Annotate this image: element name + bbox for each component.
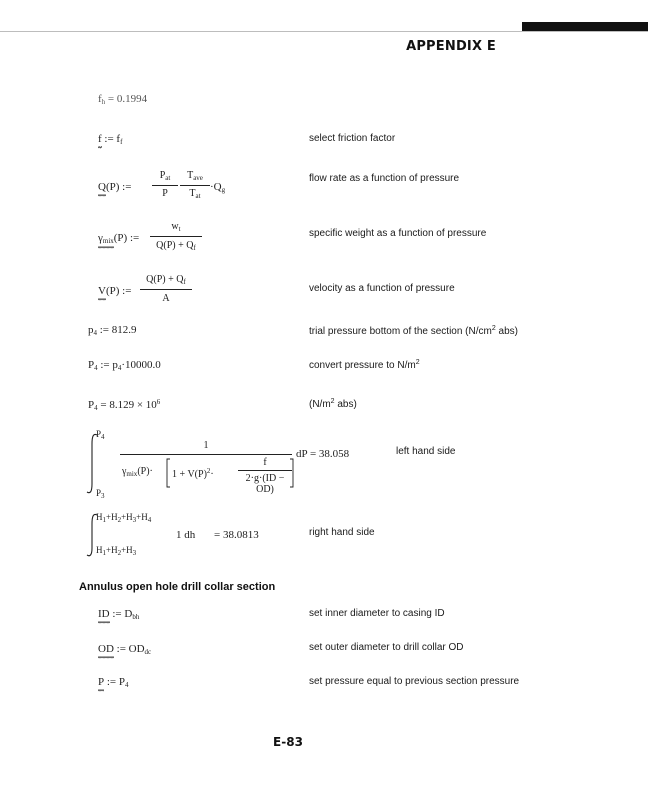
velocity-lhs: V(P) := — [98, 285, 132, 297]
lhs-upper-limit: $P_4$ — [96, 429, 105, 441]
p4-trial-formula: $p_4$ := 812.9 — [88, 324, 137, 337]
rhs-upper-limit: $H_1+H_2+H_3+H_4$ — [96, 512, 152, 524]
velocity-bar — [140, 289, 192, 290]
p-formula: P := $P_4$ — [98, 676, 129, 689]
specific-weight-comment: specific weight as a function of pressure — [309, 228, 487, 239]
specific-weight-bar — [150, 236, 202, 237]
lhs-bracket-content: $1 + V(P)^2\cdot$ — [172, 467, 214, 480]
lhs-lower-limit: $P_3$ — [96, 488, 105, 500]
flow-rate-bar1 — [152, 185, 178, 186]
P4-convert-comment: convert pressure to $N/m^2$ — [309, 359, 420, 371]
P4-value-comment: ($N/m^2$ abs) — [309, 398, 357, 410]
velocity-comment: velocity as a function of pressure — [309, 283, 455, 294]
flow-rate-den2: $T_{at}$ — [189, 188, 201, 200]
P4-convert-formula: $P_4$ := $p_4\cdot 10000.0$ — [88, 359, 161, 372]
rhs-integrand: 1 dh — [176, 529, 196, 541]
velocity-num: $Q(P) + Q_f$ — [146, 274, 186, 286]
appendix-label: APPENDIX E — [406, 39, 496, 54]
flow-rate-tail: $\cdot Q_g$ — [210, 181, 226, 194]
P4-value-formula: $P_4 = 8.129 \times 10^6$ — [88, 398, 161, 412]
p-comment: set pressure equal to previous section pressure — [309, 676, 520, 687]
flow-rate-lhs: Q(P) := — [98, 181, 132, 193]
lhs-integral-sign — [85, 432, 101, 496]
od-formula: OD := $OD_{dc}$ — [98, 643, 152, 656]
lhs-result: dP = 38.058 — [296, 448, 350, 460]
p4-trial-comment: trial pressure bottom of the section ($N/cm^2$ abs) — [309, 325, 518, 337]
lhs-inner-bar — [238, 470, 292, 471]
id-comment: set inner diameter to casing ID — [309, 608, 445, 619]
friction-formula: f := $f_f$ — [98, 133, 123, 146]
lhs-integrand-num: 1 — [203, 440, 209, 451]
rhs-comment: right hand side — [309, 527, 375, 538]
ff-value: $f_h = 0.1994$ — [98, 93, 148, 106]
friction-comment: select friction factor — [309, 133, 396, 144]
specific-weight-den: $Q(P) + Q_f$ — [156, 240, 196, 252]
specific-weight-num: $w_t$ — [171, 221, 181, 233]
flow-rate-bar2 — [180, 185, 210, 186]
specific-weight-lhs: $\gamma_{mix}(P)$ := — [98, 232, 140, 245]
flow-rate-den1: P — [162, 188, 168, 199]
header-rule — [0, 31, 648, 32]
lhs-inner-den: 2·g·(ID − OD) — [245, 473, 285, 495]
flow-rate-comment: flow rate as a function of pressure — [309, 173, 460, 184]
lhs-inner-num: f — [263, 457, 267, 468]
od-comment: set outer diameter to drill collar OD — [309, 642, 464, 653]
section-heading: Annulus open hole drill collar section — [79, 581, 276, 593]
page-number: E-83 — [273, 735, 303, 749]
rhs-result: = 38.0813 — [214, 529, 259, 541]
flow-rate-num1: $P_{at}$ — [159, 170, 171, 182]
rhs-lower-limit: $H_1+H_2+H_3$ — [96, 545, 137, 557]
lhs-integrand-den: $\gamma_{mix}(P)\cdot$ — [122, 466, 153, 478]
velocity-den: A — [162, 293, 170, 304]
lhs-comment: left hand side — [396, 446, 456, 457]
lhs-fraction-bar — [120, 454, 292, 455]
flow-rate-num2: $T_{ave}$ — [187, 170, 203, 182]
id-formula: ID := $D_{bh}$ — [98, 608, 140, 621]
